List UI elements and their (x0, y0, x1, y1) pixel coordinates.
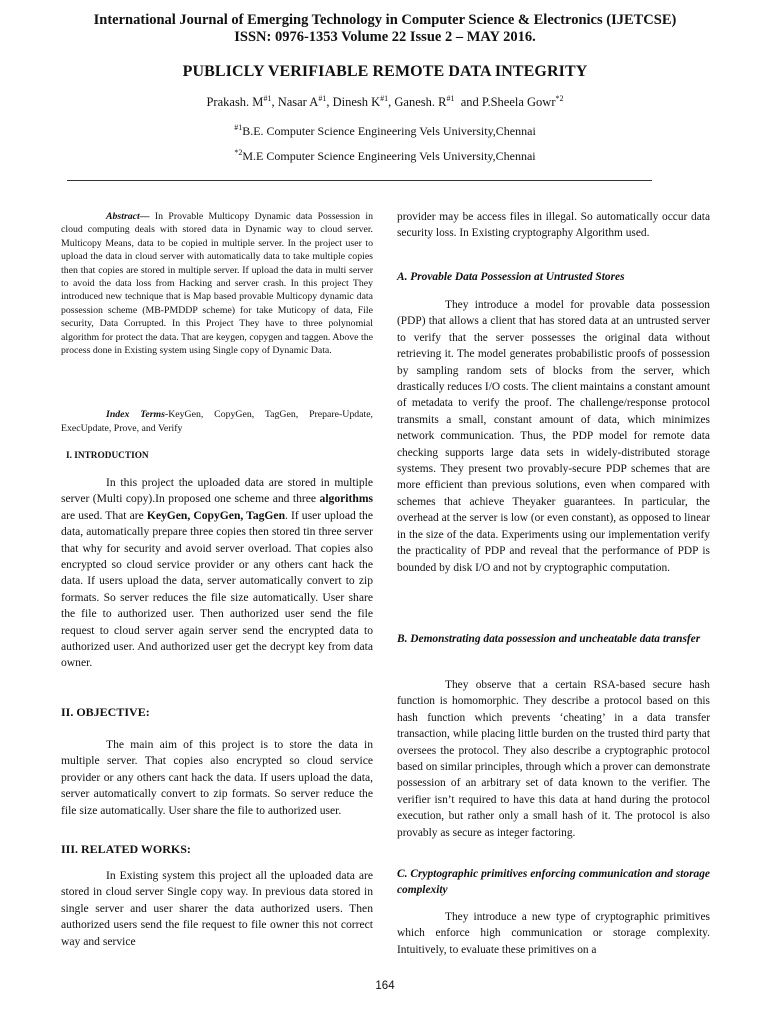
author-mark: #1 (446, 94, 455, 103)
related-works-text: In Existing system this project all the uploaded data are stored in cloud server Single copy way. In previous data stored in single server and user sharer the data authorized users. Then authorized users send the file request to file owner this not correct way and service (61, 869, 373, 948)
author-name: , Ganesh. R (388, 95, 447, 109)
author-name: and P.Sheela Gowr (454, 95, 556, 109)
subsection-b-paragraph (397, 677, 710, 841)
index-terms-text: KeyGen, CopyGen, TagGen, Prepare-Update, ExecUpdate, Prove, and Verify (61, 409, 373, 434)
affiliation-1 (0, 124, 770, 139)
intro-text: In this project the uploaded data are stored in multiple server (Multi copy).In proposed one scheme and three (61, 476, 373, 506)
paper-title: PUBLICLY VERIFIABLE REMOTE DATA INTEGRITY (182, 63, 588, 80)
index-terms (61, 408, 373, 435)
author-name: Prakash. M (206, 95, 264, 109)
author-mark: #1 (380, 94, 389, 103)
author-name: , Nasar A (271, 95, 319, 109)
header-divider (67, 180, 652, 181)
subsection-heading-c: C. Cryptographic primitives enforcing communication and storage complexity (397, 868, 710, 897)
subsection-heading-a: A. Provable Data Possession at Untrusted Stores (397, 271, 625, 283)
author-mark: #1 (318, 94, 327, 103)
page-number: 164 (375, 980, 395, 992)
objective-text: The main aim of this project is to store the data in multiple server. That copies also encrypted so cloud service provider or any others cant hack the data. If users upload the data, server automatically convert to zip formats. So server reduce the file size automatically. User share the file to authorized user. (61, 738, 373, 817)
abstract-text: In Provable Multicopy Dynamic data Possession in cloud computing deals with stored data in Dynamic way to cloud server. Multicopy Means, data to be copied in multiple server. In the project user to upload the data in cloud server with automatically data to take multiple copies then that copies are stored in multiple server. If upload the data in multi server to avoid the data loss from Hacking and server crash. In this project They introduced new technique that is Map based provable Multicopy dynamic data possession scheme (MB-PMDDP scheme) for take Muticopy of data, File security, Data Corrupted. In this Project They have to three polynomial algorithm for protect the data. That are keygen, copygen and taggen. Above the process done in Existing system using Single copy of Dynamic Data. (61, 211, 373, 357)
section-heading-related-works: III. RELATED WORKS: (61, 842, 191, 856)
author-list (0, 95, 770, 110)
section-heading-objective: II. OBJECTIVE: (61, 705, 150, 719)
intro-text: . If user upload the data, automatically prepare three copies then stored tin three server that why for security and avoid server overload. That copies also encrypted so cloud service provider or any others cant hack the data. If users upload the data, server automatically convert to zip formats. So server reduces the file size automatically. User share the file to authorized user. Then authorized user send the file request to cloud server again server send the encrypted data to authorized user. And authorized user get the decrypt key from data owner. (61, 508, 373, 670)
affiliation-mark: *2 (234, 148, 243, 157)
affiliation-text: M.E Computer Science Engineering Vels University,Chennai (242, 149, 536, 163)
intro-text: are used. That are (61, 508, 147, 522)
author-mark: #1 (263, 94, 272, 103)
subsection-a-text: They introduce a model for provable data possession (PDP) that allows a client that has stored data at an untrusted server to verify that the server possesses the original data without retrieving it. The model generates probabilistic proofs of possession by sampling random sets of blocks from the server, which drastically reduces I/O costs. The client maintains a constant amount of metadata to verify the proof. The challenge/response protocol transmits a small, constant amount of data, which minimizes network communication. Thus, the PDP model for remote data checking supports large data sets in widely-distributed storage systems. They present two provably-secure PDP schemes that are more efficient than previous solutions, even when compared with schemes that achieve Theyaker guarantees. In particular, the overhead at the server is low (or even constant), as opposed to linear in the size of the data. Experiments using our implementation verify the practicality of PDP and reveal that the performance of PDP is bounded by disk I/O and not by cryptographic computation. (397, 299, 710, 574)
subsection-c-paragraph (397, 909, 710, 958)
related-works-paragraph (61, 868, 373, 950)
subsection-heading-b: B. Demonstrating data possession and uncheatable data transfer (397, 633, 701, 645)
subsection-a-paragraph (397, 297, 710, 576)
journal-issue: ISSN: 0976-1353 Volume 22 Issue 2 – MAY 2016. (234, 29, 536, 45)
abstract (61, 210, 373, 357)
intro-bold: KeyGen, CopyGen, TagGen (146, 508, 286, 522)
author-name: , Dinesh K (326, 95, 381, 109)
subsection-c-text: They introduce a new type of cryptographic primitives which enforce high communication or storage complexity. Intuitively, to evaluate these primitives on a (397, 911, 710, 956)
index-terms-label: Index Terms- (106, 409, 169, 420)
objective-paragraph (61, 737, 373, 819)
continued-paragraph: provider may be access files in illegal. So automatically occur data security loss. In Existing cryptography Algorithm used. (397, 211, 710, 240)
intro-bold: algorithms (319, 492, 373, 506)
abstract-label: Abstract— (106, 211, 150, 222)
author-mark: *2 (555, 94, 564, 103)
subsection-b-text: They observe that a certain RSA-based secure hash function is homomorphic. They describe a protocol based on this hash function which prevents ‘cheating’ in a data transfer transaction, while placing little burden on the trusted third party that oversees the protocol. They also describe a cryptographic protocol based on similar principles, through which a prover can demonstrate possession of an arbitrary set of data known to the verifier. The verifier isn’t required to have this data at hand during the protocol execution, but rather only a small hash of it. The protocol is also provably as secure as integer factoring. (397, 679, 710, 839)
affiliation-mark: #1 (234, 123, 243, 132)
introduction-paragraph (61, 475, 373, 672)
affiliation-text: B.E. Computer Science Engineering Vels University,Chennai (242, 124, 536, 138)
section-heading-introduction: I. INTRODUCTION (66, 451, 149, 461)
journal-name: International Journal of Emerging Technology in Computer Science & Electronics (IJETCSE) (93, 12, 677, 28)
affiliation-2 (0, 149, 770, 164)
